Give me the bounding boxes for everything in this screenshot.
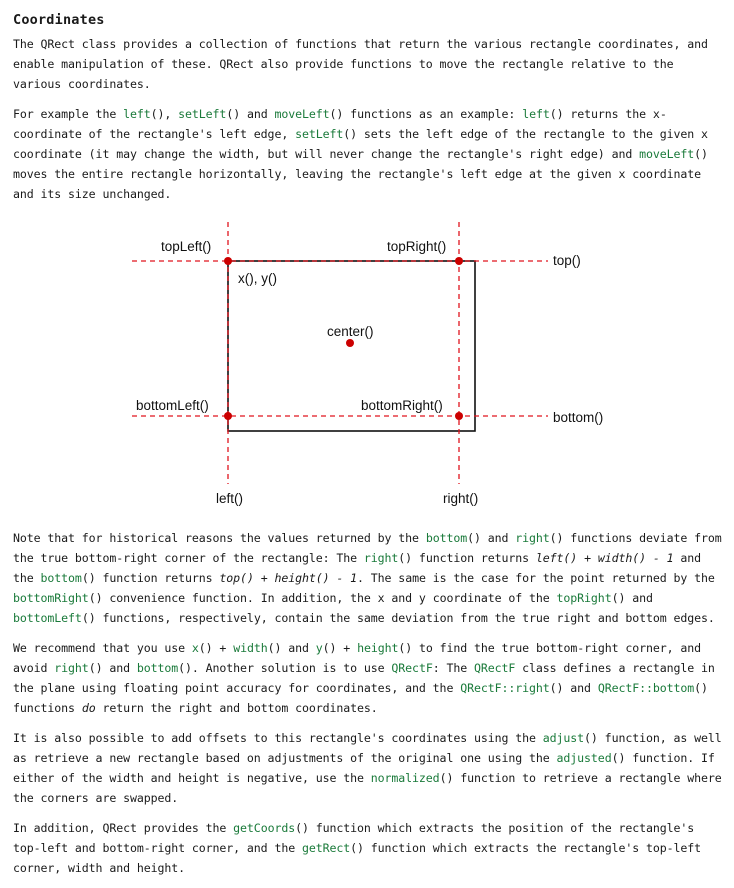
getcoords-paragraph bbox=[13, 818, 723, 878]
link-getrect[interactable]: getRect bbox=[301, 841, 351, 855]
text: () and bbox=[467, 531, 516, 545]
text: . The same is the case for the point returned by the bbox=[357, 571, 715, 585]
text: () functions deviate from the true bottom-right corner of the rectangle: The bbox=[13, 531, 722, 565]
text: () function to retrieve a rectangle where the corners are swapped. bbox=[13, 771, 722, 805]
section-heading: Coordinates bbox=[13, 12, 105, 28]
label-bottomright: bottomRight() bbox=[361, 398, 443, 413]
link-adjusted[interactable]: adjusted bbox=[556, 751, 612, 765]
text: () moves the entire rectangle horizontally, leaving the rectangle's left edge at the given x coordinate and its size unchanged. bbox=[13, 147, 708, 201]
link-right[interactable]: right bbox=[515, 531, 550, 545]
label-right: right() bbox=[443, 491, 479, 506]
link-bottomleft[interactable]: bottomLeft bbox=[13, 611, 82, 625]
label-top: top() bbox=[553, 253, 581, 268]
link-setleft[interactable]: setLeft bbox=[295, 127, 344, 141]
center-point bbox=[346, 339, 354, 347]
text: () + bbox=[198, 641, 234, 655]
link-right[interactable]: right bbox=[363, 551, 399, 565]
text: We recommend that you use bbox=[13, 641, 192, 655]
text: () function which extracts the rectangle's top-left corner, width and height. bbox=[13, 841, 702, 875]
text: () and bbox=[549, 681, 598, 695]
link-normalized[interactable]: normalized bbox=[370, 771, 440, 785]
link-right[interactable]: right bbox=[54, 661, 89, 675]
rect-coordinates-diagram bbox=[0, 214, 734, 514]
text: class defines a rectangle in the plane using floating point accuracy for coordinates, and the bbox=[13, 661, 715, 695]
text: return the right and bottom coordinates. bbox=[95, 701, 378, 715]
text: : The bbox=[432, 661, 474, 675]
link-topright[interactable]: topRight bbox=[556, 591, 612, 605]
label-xy: x(), y() bbox=[238, 271, 277, 286]
text: () to find the true bottom-right corner, and avoid bbox=[13, 641, 702, 675]
link-bottom[interactable]: bottom bbox=[425, 531, 468, 545]
link-height[interactable]: height bbox=[357, 641, 399, 655]
link-adjust[interactable]: adjust bbox=[542, 731, 585, 745]
text: It is also possible to add offsets to this rectangle's coordinates using the bbox=[13, 731, 543, 745]
text: In addition, QRect provides the bbox=[13, 821, 234, 835]
link-bottom[interactable]: bottom bbox=[136, 661, 179, 675]
link-width[interactable]: width bbox=[233, 641, 268, 655]
link-left[interactable]: left bbox=[123, 107, 151, 121]
label-topleft: topLeft() bbox=[161, 239, 212, 254]
link-qrectf[interactable]: QRectF bbox=[473, 661, 516, 675]
link-y[interactable]: y bbox=[315, 641, 323, 655]
link-setleft[interactable]: setLeft bbox=[178, 107, 227, 121]
text: (), bbox=[150, 107, 179, 121]
text: () functions bbox=[13, 681, 708, 715]
link-left[interactable]: left bbox=[522, 107, 550, 121]
text: Note that for historical reasons the values returned by the bbox=[13, 531, 426, 545]
document-page bbox=[13, 12, 723, 888]
text: () function, as well as retrieve a new rectangle based on adjustments of the original one using the bbox=[13, 731, 722, 765]
text: For example the bbox=[13, 107, 124, 121]
link-getcoords[interactable]: getCoords bbox=[233, 821, 296, 835]
link-qrectf-bottom[interactable]: QRectF::bottom bbox=[597, 681, 695, 695]
intro-paragraph: The QRect class provides a collection of functions that return the various rectangle coordinates, and enable manipulation of these. QRect also provide functions to move the rectangle relative to the various coordinates. bbox=[13, 37, 708, 91]
text: () function returns bbox=[81, 571, 220, 585]
link-bottom[interactable]: bottom bbox=[40, 571, 82, 585]
diagram-svg bbox=[0, 214, 734, 514]
link-x[interactable]: x bbox=[191, 641, 199, 655]
text: () convenience function. In addition, the x and y coordinate of the bbox=[88, 591, 557, 605]
link-qrectf[interactable]: QRectF bbox=[391, 661, 433, 675]
text: () + bbox=[322, 641, 358, 655]
text: () sets the left edge of the rectangle to the given x coordinate (it may change the width, but will never change the rectangle's right edge) and bbox=[13, 127, 708, 161]
guide-lines bbox=[132, 222, 548, 484]
adjust-paragraph bbox=[13, 728, 723, 808]
label-bottomleft: bottomLeft() bbox=[136, 398, 209, 413]
text: () function which extracts the position of the rectangle's top-left and bottom-right corner, and the bbox=[13, 821, 695, 855]
topright-point bbox=[455, 257, 463, 265]
text: and the bbox=[13, 551, 702, 585]
historical-note-paragraph bbox=[13, 528, 723, 628]
text: () function returns bbox=[398, 551, 536, 565]
link-moveleft[interactable]: moveLeft bbox=[639, 147, 695, 161]
formula-right: left() + width() - 1 bbox=[535, 551, 674, 565]
text: () returns the x-coordinate of the rectangle's left edge, bbox=[13, 107, 667, 141]
text: () and bbox=[611, 591, 653, 605]
bottomleft-point bbox=[224, 412, 232, 420]
emphasis-do: do bbox=[81, 701, 96, 715]
bottomright-point bbox=[455, 412, 463, 420]
label-bottom: bottom() bbox=[553, 410, 604, 425]
link-moveleft[interactable]: moveLeft bbox=[274, 107, 330, 121]
formula-bottom: top() + height() - 1 bbox=[219, 571, 358, 585]
label-topright: topRight() bbox=[387, 239, 447, 254]
text: () and bbox=[226, 107, 275, 121]
text: (). Another solution is to use bbox=[178, 661, 392, 675]
link-qrectf-right[interactable]: QRectF::right bbox=[460, 681, 550, 695]
label-left: left() bbox=[216, 491, 243, 506]
text: () and bbox=[88, 661, 137, 675]
example-paragraph bbox=[13, 104, 723, 204]
recommendation-paragraph bbox=[13, 638, 723, 718]
text: () functions as an example: bbox=[329, 107, 523, 121]
link-bottomright[interactable]: bottomRight bbox=[13, 591, 89, 605]
text: () and bbox=[267, 641, 316, 655]
text: () functions, respectively, contain the same deviation from the true right and bottom edges. bbox=[81, 611, 715, 625]
text: () function. If either of the width and height is negative, use the bbox=[13, 751, 715, 785]
label-center: center() bbox=[327, 324, 374, 339]
topleft-point bbox=[224, 257, 232, 265]
